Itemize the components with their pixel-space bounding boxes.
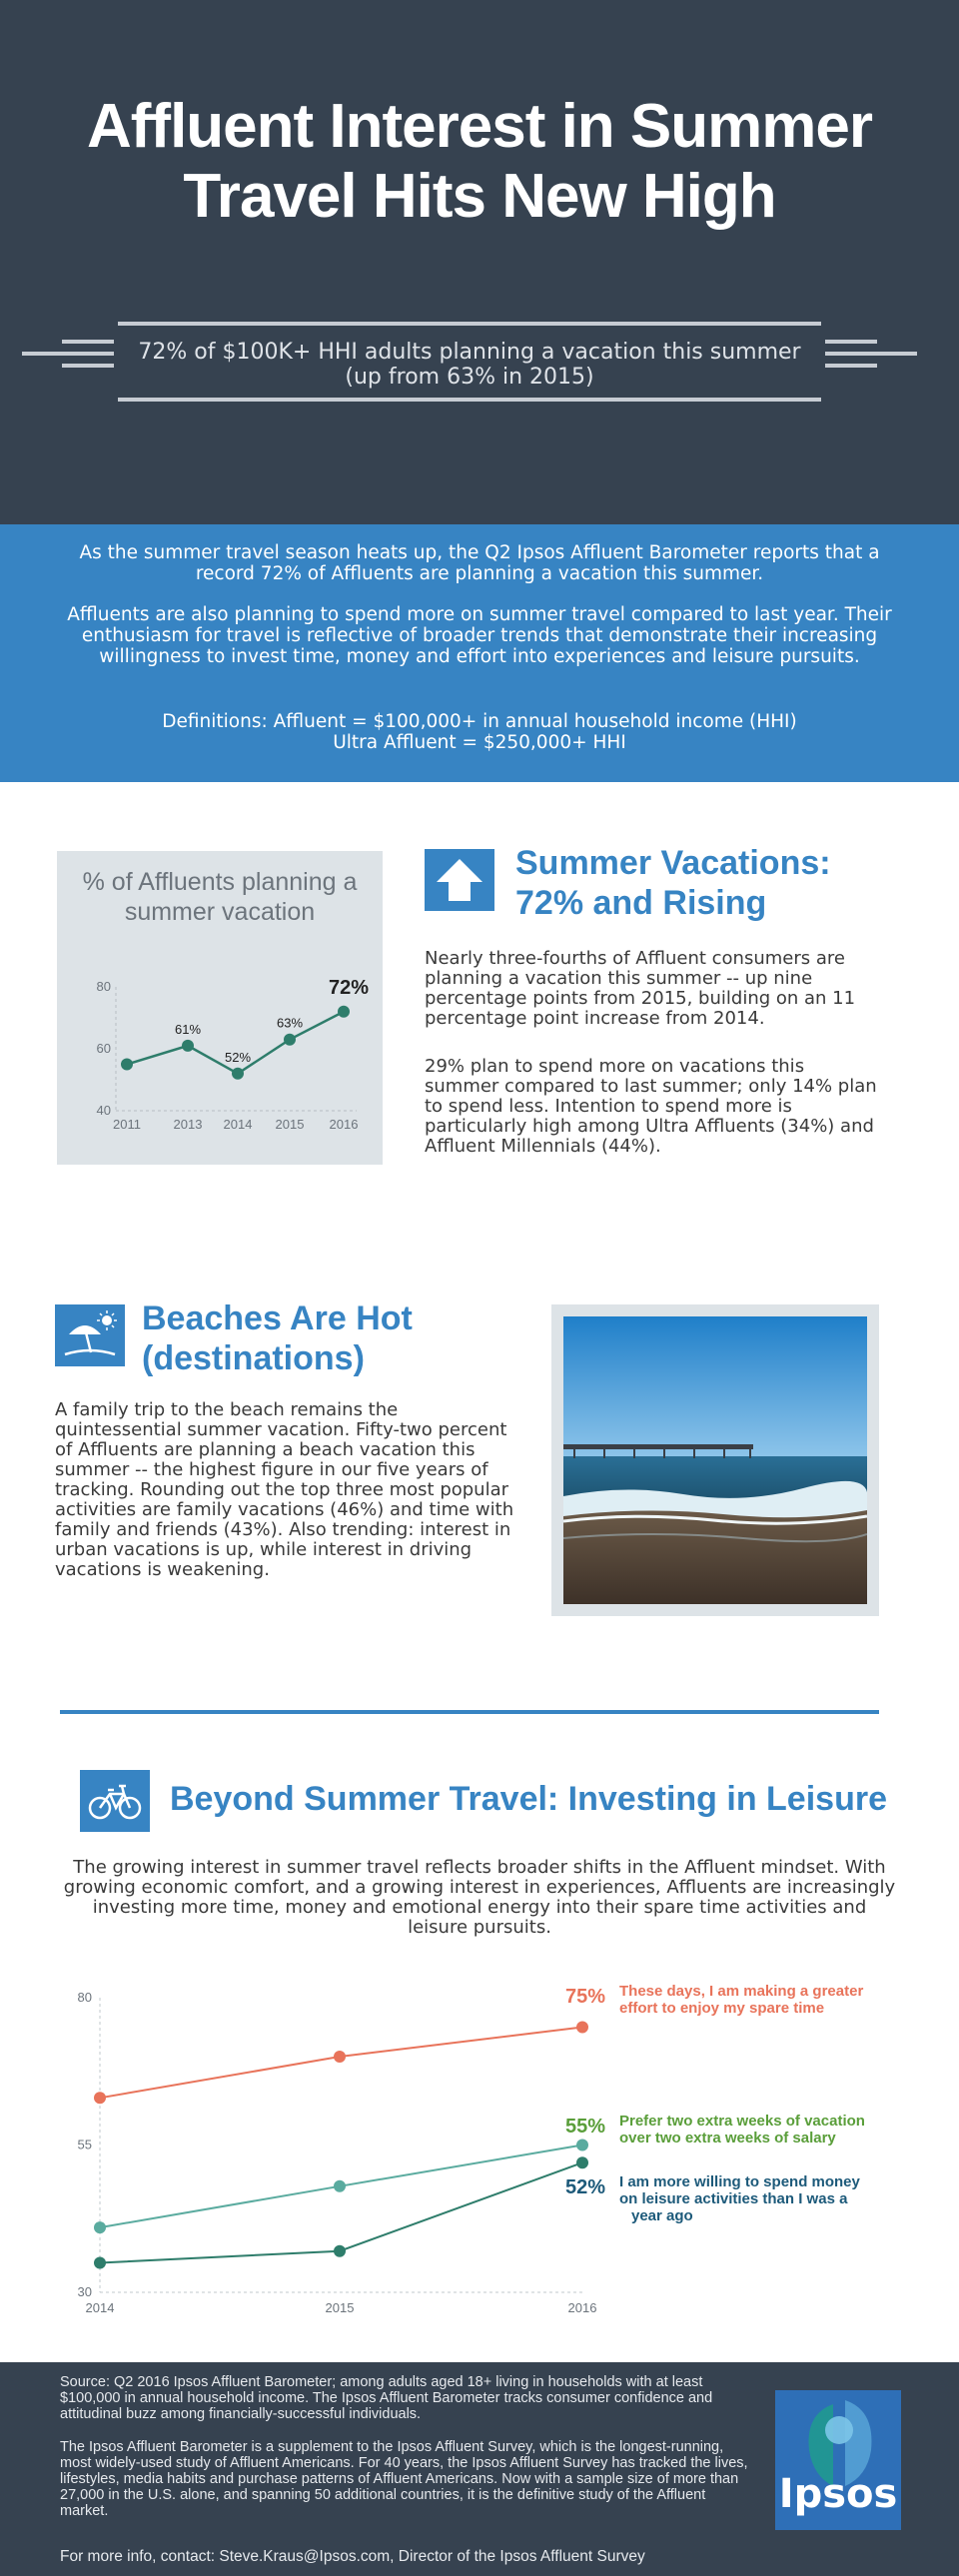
up-arrow-icon bbox=[425, 849, 494, 911]
definition-affluent: Definitions: Affluent = $100,000+ in annual household income (HHI) bbox=[162, 711, 797, 732]
ipsos-logo bbox=[775, 2390, 901, 2530]
chart-title: % of Affluents planning a summer vacation bbox=[82, 868, 358, 926]
y-tick-label: 80 bbox=[77, 1990, 92, 2005]
series-end-label: 55% bbox=[565, 2116, 606, 2138]
legend-label: These days, I am making a greater effort to enjoy my spare time bbox=[619, 1983, 864, 2017]
x-tick-label: 2014 bbox=[85, 2300, 115, 2315]
beach-photo-frame bbox=[551, 1304, 879, 1616]
x-tick-label: 2011 bbox=[113, 1117, 141, 1132]
data-label: 52% bbox=[224, 1049, 252, 1065]
ipsos-logo-text: Ipsos bbox=[778, 2471, 898, 2517]
x-tick-label: 2014 bbox=[223, 1117, 253, 1132]
section-paragraph: Nearly three-fourths of Affluent consumers are planning a vacation this summer -- up nine percentage points from 2015, building on an 11 percentage point increase from 2014. bbox=[425, 948, 856, 1029]
subtitle: 72% of $100K+ HHI adults planning a vacation this summer (up from 63% in 2015) bbox=[138, 340, 801, 390]
y-tick-label: 80 bbox=[96, 979, 111, 994]
x-tick-label: 2013 bbox=[173, 1117, 203, 1132]
decor-line bbox=[62, 340, 114, 344]
x-tick-label: 2016 bbox=[329, 1117, 359, 1132]
data-point bbox=[94, 2092, 106, 2104]
section-heading: Summer Vacations: 72% and Rising bbox=[515, 844, 831, 922]
series-end-label: 75% bbox=[565, 1986, 606, 2008]
data-point bbox=[334, 2180, 346, 2192]
bicycle-icon bbox=[80, 1770, 150, 1832]
data-point bbox=[576, 2140, 588, 2151]
decor-line bbox=[825, 352, 917, 356]
data-point bbox=[334, 2051, 346, 2063]
subtitle-box bbox=[118, 322, 821, 402]
section-heading: Beaches Are Hot (destinations) bbox=[142, 1299, 413, 1377]
decor-line bbox=[62, 364, 114, 368]
x-tick-label: 2015 bbox=[275, 1117, 305, 1132]
data-point bbox=[334, 2245, 346, 2257]
vacation-line-chart bbox=[57, 851, 383, 1165]
legend-label: I am more willing to spend money on leisure activities than I was a year ago bbox=[619, 2173, 860, 2224]
data-label: 63% bbox=[276, 1015, 304, 1031]
y-tick-label: 60 bbox=[96, 1041, 111, 1056]
data-point bbox=[182, 1040, 194, 1052]
section-paragraph: 29% plan to spend more on vacations this summer compared to last summer; only 14% plan to spend less. Intention to spend more is particularly high among Ultra Affluents (34%) and Affluent Millennials (44%). bbox=[425, 1056, 877, 1157]
series-end-label: 52% bbox=[565, 2176, 606, 2198]
header-banner bbox=[0, 0, 959, 524]
section-divider bbox=[60, 1710, 879, 1714]
series-line bbox=[100, 2028, 582, 2099]
y-tick-label: 30 bbox=[77, 2284, 92, 2299]
data-point bbox=[121, 1059, 133, 1071]
section-paragraph: The growing interest in summer travel reflects broader shifts in the Affluent mindset. With growing economic comfort, and a growing interest in experiences, Affluents are increasingly investing more time, money and emotional energy into their spare time activities and leisure pursuits. bbox=[63, 1857, 896, 1938]
footer bbox=[0, 2362, 959, 2576]
intro-paragraph: As the summer travel season heats up, the Q2 Ipsos Affluent Barometer reports that a record 72% of Affluents are planning a vacation this summer. bbox=[79, 542, 880, 584]
footer-source: Source: Q2 2016 Ipsos Affluent Barometer; among adults aged 18+ living in households with at least $100,000 in annual household income. The Ipsos Affluent Barometer tracks consumer confidence and attitudinal buzz among financially-successful individuals. bbox=[60, 2374, 713, 2422]
data-point bbox=[576, 2022, 588, 2034]
y-tick-label: 55 bbox=[77, 2137, 92, 2152]
intro-paragraph: Affluents are also planning to spend more on summer travel compared to last year. Their enthusiasm for travel is reflective of broader trends that demonstrate their increasing willingness to invest time, money and effort into experiences and leisure pursuits. bbox=[67, 604, 892, 667]
data-label: 61% bbox=[174, 1021, 202, 1037]
footer-contact: For more info, contact: Steve.Kraus@Ipsos.com, Director of the Ipsos Affluent Survey bbox=[60, 2548, 645, 2565]
y-tick-label: 40 bbox=[96, 1103, 111, 1118]
decor-line bbox=[825, 340, 877, 344]
beach-umbrella-icon bbox=[55, 1304, 125, 1366]
decor-line bbox=[825, 364, 877, 368]
data-point bbox=[284, 1034, 296, 1046]
data-point bbox=[94, 2221, 106, 2233]
beach-photo bbox=[563, 1316, 867, 1604]
data-label: 72% bbox=[328, 976, 370, 999]
data-point bbox=[232, 1068, 244, 1080]
data-point bbox=[576, 2156, 588, 2168]
x-tick-label: 2015 bbox=[325, 2300, 355, 2315]
section-paragraph: A family trip to the beach remains the quintessential summer vacation. Fifty-two percent of Affluents are planning a beach vacation this summer -- the highest figure in our five years of tracking. Rounding out the top three most popular activities are family vacations (46%) and time with family and friends (43%). Also trending: interest in urban vacations is up, while interest in driving vacations is weakening. bbox=[55, 1399, 514, 1580]
vacation-chart-panel bbox=[57, 851, 383, 1165]
intro-band bbox=[0, 524, 959, 782]
leisure-line-chart bbox=[0, 1958, 959, 2327]
legend-label: Prefer two extra weeks of vacation over two extra weeks of salary bbox=[619, 2113, 865, 2147]
x-tick-label: 2016 bbox=[567, 2300, 597, 2315]
decor-line bbox=[22, 352, 114, 356]
footer-about: The Ipsos Affluent Barometer is a supplement to the Ipsos Affluent Survey, which is the longest-running, most widely-used study of Affluent Americans. For 40 years, the Ipsos Affluent Survey has tracked the lives, lifestyles, media habits and purchase patterns of Affluent Americans. Now with a sample size of more than 27,000 in the U.S. alone, and spanning 50 additional countries, it is the definitive study of the Affluent market. bbox=[60, 2439, 748, 2519]
page-title: Affluent Interest in Summer Travel Hits New High bbox=[87, 92, 872, 231]
definition-ultra-affluent: Ultra Affluent = $250,000+ HHI bbox=[333, 732, 626, 753]
section-heading: Beyond Summer Travel: Investing in Leisure bbox=[170, 1780, 887, 1818]
data-point bbox=[338, 1006, 350, 1018]
data-point bbox=[94, 2257, 106, 2269]
